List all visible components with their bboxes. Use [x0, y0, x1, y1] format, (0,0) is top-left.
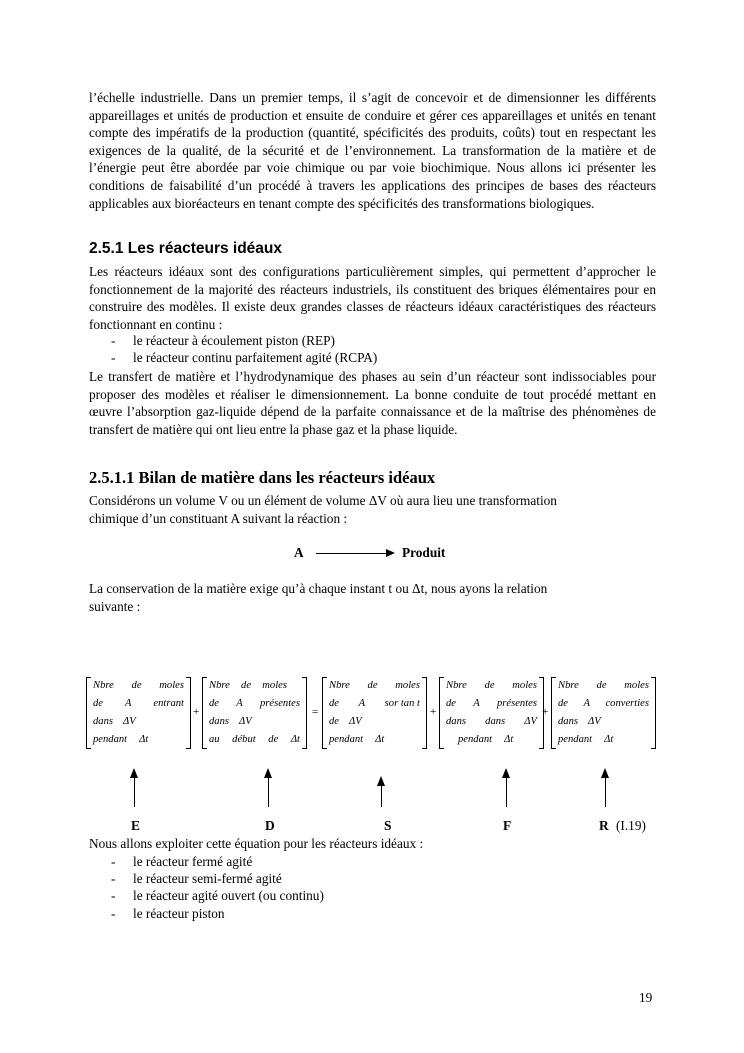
matrix-word: présentes — [496, 698, 537, 709]
section-heading: 2.5.1 Les réacteurs idéaux — [89, 240, 283, 257]
matrix-word: de — [484, 680, 495, 691]
matrix-word: A — [583, 698, 590, 709]
matrix-word: Δt — [375, 734, 385, 745]
matrix-word: moles — [624, 680, 649, 691]
term-letter-e: E — [131, 818, 141, 833]
matrix-word: de — [268, 734, 279, 745]
matrix-entrant — [86, 677, 191, 749]
matrix-word: ΔV — [239, 716, 252, 727]
exploit-line: Nous allons exploiter cette équation pour les réacteurs idéaux : — [89, 836, 424, 851]
matrix-word: dans — [446, 716, 467, 727]
arrow-up-shaft — [381, 779, 382, 807]
matrix-presentes — [439, 677, 544, 749]
matrix-word: dans — [93, 716, 114, 727]
list-item: - le réacteur agité ouvert (ou continu) — [89, 887, 324, 904]
matrix-word: sor tan t — [384, 698, 420, 709]
matrix-word: A — [473, 698, 480, 709]
conservation-line2: suivante : — [89, 599, 141, 614]
matrix-word: ΔV — [588, 716, 601, 727]
matrix-word: Δt — [139, 734, 149, 745]
matrix-word: converties — [605, 698, 649, 709]
reaction-reactant: A — [294, 545, 304, 560]
term-letter-d: D — [265, 818, 275, 833]
matrix-word: A — [236, 698, 243, 709]
matrix-word: A — [124, 698, 132, 709]
matrix-word: moles — [512, 680, 537, 691]
operator-plus: + — [430, 706, 437, 718]
arrow-up-shaft — [506, 771, 507, 807]
matrix-word: Δt — [504, 734, 514, 745]
matrix-word: de — [209, 698, 219, 709]
arrow-up-shaft — [134, 771, 135, 807]
matrix-word: dans — [558, 716, 579, 727]
page-number: 19 — [639, 990, 653, 1005]
matrix-word: Δt — [290, 734, 300, 745]
term-letter-f: F — [503, 818, 512, 833]
matrix-word: de — [367, 680, 378, 691]
matrix-word: pendant — [458, 734, 493, 745]
matrix-word: de — [241, 680, 252, 691]
subsection-paragraph-line1: Considérons un volume V ou un élément de volume ΔV où aura lieu une transformation — [89, 493, 557, 508]
matrix-word: Nbre — [329, 680, 350, 691]
matrix-word: de — [558, 698, 568, 709]
matrix-word: pendant — [93, 734, 128, 745]
matrix-word: Nbre — [93, 680, 114, 691]
matrix-word: ΔV — [123, 716, 136, 727]
list-item: - le réacteur piston — [89, 905, 324, 922]
subsection-paragraph-line2: chimique d’un constituant A suivant la réaction : — [89, 511, 348, 526]
reaction-product: Produit — [402, 545, 446, 560]
ideal-reactors-list — [89, 853, 324, 922]
transfer-paragraph: Le transfert de matière et l’hydrodynamique des phases au sein d’un réacteur sont indissociables pour proposer des modèles et réaliser le dimensionnement. La bonne conduite de tout procédé mettant en œuvre l’absorption gaz-liquide dépend de la parfaite connaissance et de la maîtrise des phénomènes de transfert de matière qui ont lieu entre la phase gaz et la phase liquide. — [89, 369, 656, 437]
list-item: - le réacteur continu parfaitement agité (RCPA) — [89, 349, 377, 366]
matrix-word: de — [93, 698, 103, 709]
arrow-up-shaft — [268, 771, 269, 807]
matrix-word: au — [209, 734, 220, 745]
matrix-word: Nbre — [558, 680, 579, 691]
term-letter-s: S — [384, 818, 392, 833]
matrix-word: entrant — [153, 698, 184, 709]
matrix-word: dans — [209, 716, 230, 727]
matrix-word: moles — [159, 680, 184, 691]
matrix-sortant — [322, 677, 427, 749]
subsection-heading: 2.5.1.1 Bilan de matière dans les réacteurs idéaux — [89, 468, 436, 487]
reaction-arrow — [316, 553, 388, 554]
conservation-line1: La conservation de la matière exige qu’à chaque instant t ou Δt, nous ayons la relation — [89, 581, 548, 596]
matrix-word: pendant — [558, 734, 593, 745]
term-letter-r: R — [599, 818, 609, 833]
matrix-word: de — [131, 680, 142, 691]
equation-number: (I.19) — [616, 818, 646, 833]
operator-equals: = — [312, 706, 319, 718]
list-item: - le réacteur fermé agité — [89, 853, 324, 870]
matrix-word: début — [232, 734, 256, 745]
matrix-word: moles — [395, 680, 420, 691]
matrix-word: moles — [262, 680, 287, 691]
intro-paragraph: l’échelle industrielle. Dans un premier temps, il s’agit de concevoir et de dimensionner les différents appareillages et unités de production et ensuite de conduire et gérer ces appareillages et unités en tenant compte des impératifs de la production (quantité, spécificités des produits, coûts) tout en respectant les exigences de la qualité, de la sécurité et de l’environnement. La transformation de la matière et de l’énergie peut être abordée par voie chimique ou par voie biochimique. Nous allons ici présenter les conditions de faisabilité d’un procédé à travers les applications des principes de bases des réacteurs applicables aux bioréacteurs en tenant compte des spécificités des transformations biologiques. — [89, 90, 656, 211]
matrix-word: A — [358, 698, 366, 709]
matrix-word: pendant — [329, 734, 364, 745]
reactor-classes-list — [89, 332, 377, 366]
arrow-up-shaft — [605, 771, 606, 807]
matrix-word: de — [329, 716, 339, 727]
matrix-word: de — [596, 680, 607, 691]
matrix-word: ΔV — [349, 716, 362, 727]
operator-plus: + — [193, 706, 200, 718]
matrix-word: Nbre — [209, 680, 230, 691]
matrix-word: présentes — [259, 698, 300, 709]
list-item: - le réacteur à écoulement piston (REP) — [89, 332, 377, 349]
list-item: - le réacteur semi-fermé agité — [89, 870, 324, 887]
operator-plus: + — [542, 706, 549, 718]
matrix-word: Nbre — [446, 680, 467, 691]
matrix-word: ΔV — [524, 716, 537, 727]
matrix-word: de — [446, 698, 456, 709]
matrix-converties — [551, 677, 656, 749]
section-paragraph: Les réacteurs idéaux sont des configurations particulièrement simples, qui permettent d’approcher le fonctionnement de la majorité des réacteurs industriels, ils constituent des briques élémentaires pour en construire des modèles. Il existe deux grandes classes de réacteurs idéaux caractéristiques des réacteurs fonctionnant en continu : — [89, 264, 656, 332]
matrix-word: de — [329, 698, 339, 709]
matrix-presentes-debut — [202, 677, 307, 749]
reaction-arrow-head-icon — [386, 549, 395, 557]
matrix-word: Δt — [604, 734, 614, 745]
matrix-word: dans — [485, 716, 506, 727]
